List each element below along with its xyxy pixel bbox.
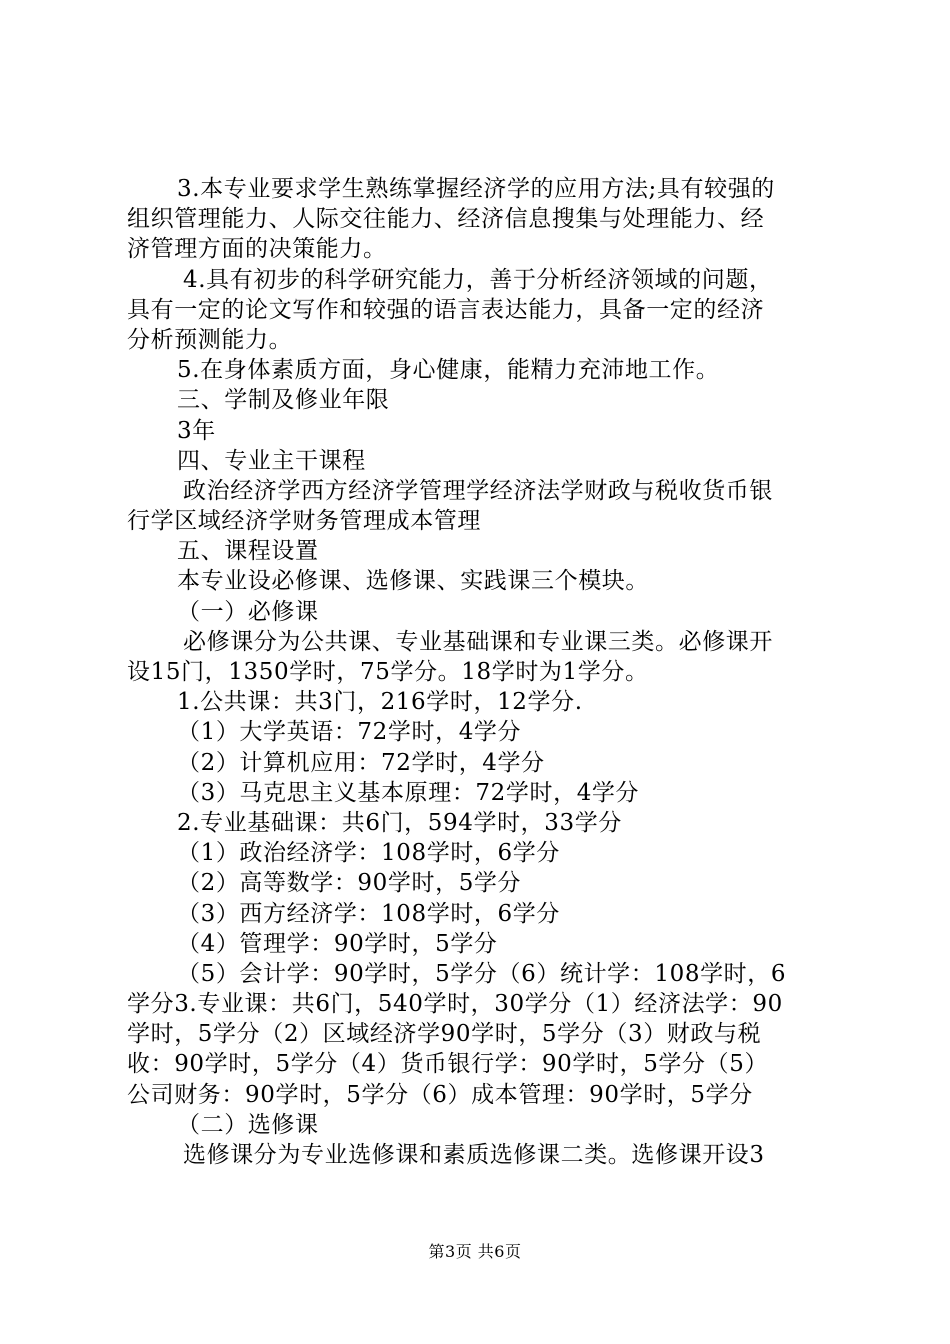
text-line: 四、专业主干课程 [177,447,366,474]
text-line: 分析预测能力。 [127,326,293,353]
page-footer: 第3页 共6页 [428,1242,522,1261]
text-line: （5）会计学：90学时，5学分（6）统计学：108学时，6 [177,960,787,987]
text-line: （1）大学英语：72学时，4学分 [177,719,522,746]
text-line: 具有一定的论文写作和较强的语言表达能力，具备一定的经济 [127,296,765,323]
text-line: 行学区域经济学财务管理成本管理 [127,508,481,535]
text-line: （2）高等数学：90学时，5学分 [177,870,522,897]
text-line: 五、课程设置 [177,538,319,565]
text-line: （2）计算机应用：72学时，4学分 [177,749,545,776]
text-line: 三、学制及修业年限 [177,387,390,414]
document-body [127,174,832,1170]
text-line: （1）政治经济学：108学时，6学分 [177,840,560,867]
text-line: 组织管理能力、人际交往能力、经济信息搜集与处理能力、经 [127,206,765,233]
text-line: 3年 [177,417,216,444]
text-line: （3）马克思主义基本原理：72学时，4学分 [177,779,640,806]
text-line: 收：90学时，5学分（4）货币银行学：90学时，5学分（5） [127,1051,769,1078]
text-line: 公司财务：90学时，5学分（6）成本管理：90学时，5学分 [127,1081,753,1108]
text-line: 设15门，1350学时，75学分。18学时为1学分。 [127,659,649,685]
text-line: （4）管理学：90学时，5学分 [177,930,498,957]
text-line: 1.公共课：共3门，216学时，12学分. [177,689,583,716]
text-line: 4.具有初步的科学研究能力，善于分析经济领域的问题， [183,266,773,293]
text-line: （3）西方经济学：108学时，6学分 [177,900,560,927]
text-line: 选修课分为专业选修课和素质选修课二类。选修课开设3 [183,1142,765,1168]
text-line: （一）必修课 [177,598,319,625]
text-line: 济管理方面的决策能力。 [127,236,387,263]
text-line: 2.专业基础课：共6门，594学时，33学分 [177,809,622,836]
text-line: 3.本专业要求学生熟练掌握经济学的应用方法;具有较强的 [177,176,775,202]
text-line: 本专业设必修课、选修课、实践课三个模块。 [177,568,649,595]
text-line: 5.在身体素质方面，身心健康，能精力充沛地工作。 [177,357,720,384]
text-line: 必修课分为公共课、专业基础课和专业课三类。必修课开 [183,628,773,655]
text-line: （二）选修课 [177,1111,319,1138]
text-line: 学时，5学分（2）区域经济学90学时，5学分（3）财政与税 [127,1021,762,1048]
text-line: 政治经济学西方经济学管理学经济法学财政与税收货币银 [183,477,773,504]
text-line: 学分3.专业课：共6门，540学时，30学分（1）经济法学：90 [127,991,783,1018]
